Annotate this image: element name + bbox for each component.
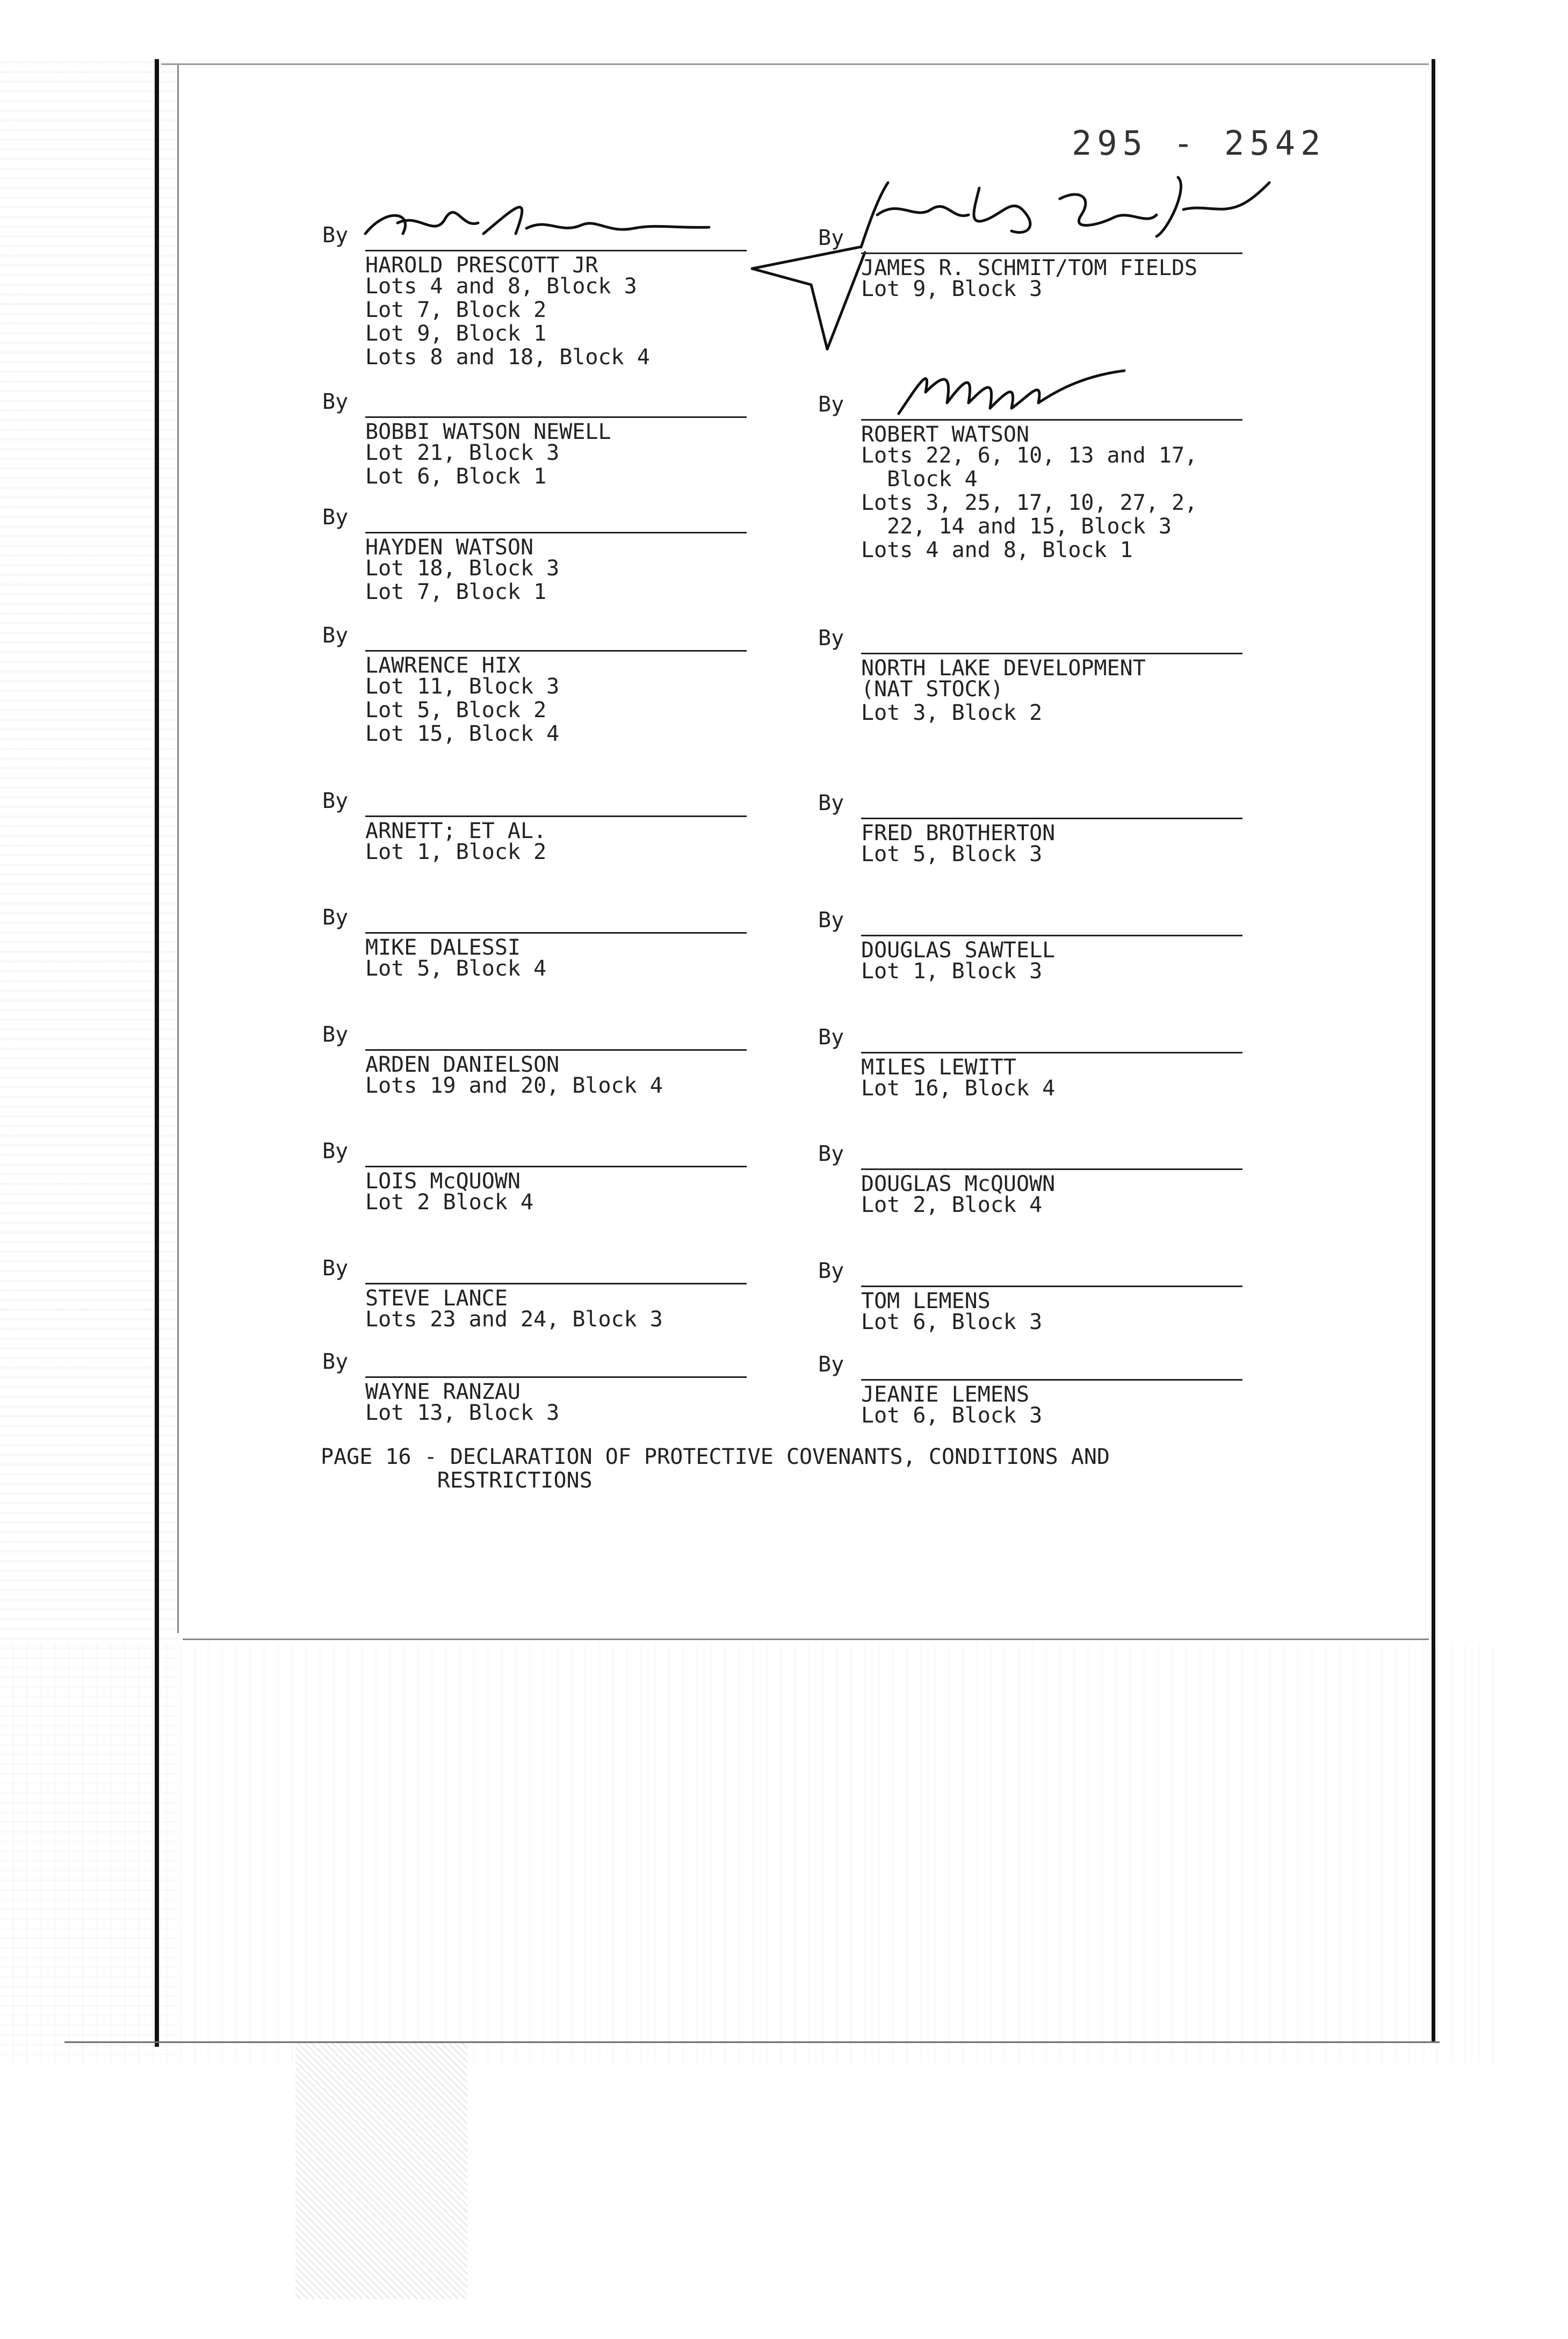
lot-line: Lots 4 and 8, Block 3 [365,274,637,299]
page-edge-inner [177,64,179,1633]
lot-line: Lot 5, Block 2 [365,698,547,723]
lot-line: Lots 19 and 20, Block 4 [365,1073,663,1098]
lot-line: Lot 5, Block 4 [365,956,547,981]
by-label: By [818,626,844,651]
lot-line: (NAT STOCK) [861,677,1003,702]
signatory-name: DOUGLAS SAWTELL [861,938,1056,963]
signatory-name: JEANIE LEMENS [861,1382,1030,1407]
signature-line [861,252,1242,254]
signatory-name: LOIS McQUOWN [365,1169,521,1194]
lot-line: Lot 2, Block 4 [861,1193,1043,1217]
signature-line [861,1052,1242,1053]
lot-line: Lot 18, Block 3 [365,556,560,581]
by-label: By [322,389,349,414]
scan-edge-left [155,59,159,2047]
signature-line [861,1286,1242,1287]
signatory-name: WAYNE RANZAU [365,1380,521,1404]
lot-line: Lot 1, Block 3 [861,959,1043,984]
lot-line: Lot 7, Block 2 [365,298,547,322]
page-number: 295 - 2542 [1072,124,1326,163]
lot-line: Lot 16, Block 4 [861,1076,1056,1101]
lot-line: Lots 23 and 24, Block 3 [365,1307,663,1332]
by-label: By [322,223,349,248]
handwritten-check-mark [741,242,870,360]
lot-line: Block 4 [861,467,978,492]
signature-line [861,1379,1242,1381]
by-label: By [322,1139,349,1164]
lot-line: Lots 22, 6, 10, 13 and 17, [861,443,1198,468]
by-label: By [818,1025,844,1050]
signatory-name: HAROLD PRESCOTT JR [365,253,598,278]
lot-line: Lot 2 Block 4 [365,1190,534,1215]
handwritten-signature [355,196,720,255]
signatory-name: MILES LEWITT [861,1055,1016,1080]
handwritten-signature [856,167,1275,258]
signatory-name: ARDEN DANIELSON [365,1052,560,1077]
scan-edge-right [1432,59,1435,2041]
signatory-name: DOUGLAS McQUOWN [861,1172,1056,1196]
signature-line [365,1283,747,1284]
by-label: By [322,623,349,648]
lot-line: Lot 3, Block 2 [861,701,1043,725]
signature-line [365,650,747,652]
by-label: By [322,1256,349,1281]
lot-line: Lots 3, 25, 17, 10, 27, 2, [861,490,1198,515]
lot-line: Lot 6, Block 3 [861,1310,1043,1334]
signature-line [365,250,747,251]
lot-line: Lot 11, Block 3 [365,674,560,699]
lot-line: Lot 15, Block 4 [365,721,560,746]
lot-line: Lot 13, Block 3 [365,1400,560,1425]
signatory-name: FRED BROTHERTON [861,821,1056,846]
lot-line: Lot 1, Block 2 [365,840,547,864]
signatory-name: ARNETT; ET AL. [365,819,547,843]
by-label: By [322,1022,349,1047]
by-label: By [818,1142,844,1166]
signatory-name: HAYDEN WATSON [365,535,534,560]
signature-line [365,932,747,934]
by-label: By [818,226,844,250]
lot-line: Lot 9, Block 3 [861,277,1043,301]
handwritten-signature [888,360,1135,419]
signatory-name: BOBBI WATSON NEWELL [365,420,611,444]
by-label: By [818,908,844,933]
signatory-name: LAWRENCE HIX [365,653,521,678]
page-footer: PAGE 16 - DECLARATION OF PROTECTIVE COVENANTS, CONDITIONS AND RESTRICTIONS [321,1445,1110,1493]
signatory-name: TOM LEMENS [861,1289,991,1313]
signatory-name: STEVE LANCE [365,1286,508,1311]
signature-line [861,653,1242,654]
signature-line [365,1166,747,1167]
by-label: By [818,791,844,815]
lot-line: Lot 9, Block 1 [365,321,547,346]
by-label: By [322,505,349,530]
by-label: By [322,1349,349,1374]
lot-line: Lot 21, Block 3 [365,441,560,465]
by-label: By [818,1352,844,1377]
signatory-name: JAMES R. SCHMIT/TOM FIELDS [861,256,1198,280]
lot-line: Lot 6, Block 1 [365,464,547,489]
signatory-name: MIKE DALESSI [365,935,521,960]
signature-line [861,935,1242,936]
by-label: By [322,789,349,813]
lot-line: Lots 8 and 18, Block 4 [365,345,650,370]
lot-line: Lot 7, Block 1 [365,580,547,604]
scan-noise-strip [295,2041,467,2299]
page-edge-top [161,63,1429,65]
by-label: By [818,1259,844,1283]
lot-line: Lots 4 and 8, Block 1 [861,538,1133,562]
signature-line [365,1376,747,1378]
signature-line [861,419,1242,421]
lot-line: Lot 5, Block 3 [861,842,1043,867]
signature-line [365,1049,747,1051]
signatory-name: NORTH LAKE DEVELOPMENT [861,656,1146,681]
signature-line [365,815,747,817]
by-label: By [322,905,349,930]
by-label: By [818,392,844,417]
signatory-name: ROBERT WATSON [861,422,1030,447]
signature-line [861,1168,1242,1170]
signature-line [365,532,747,533]
signature-line [365,416,747,418]
lot-line: 22, 14 and 15, Block 3 [861,514,1172,539]
scan-noise-bottom [0,1644,1504,2063]
lot-line: Lot 6, Block 3 [861,1403,1043,1428]
signature-line [861,818,1242,819]
scan-edge-bottom [64,2041,1440,2043]
